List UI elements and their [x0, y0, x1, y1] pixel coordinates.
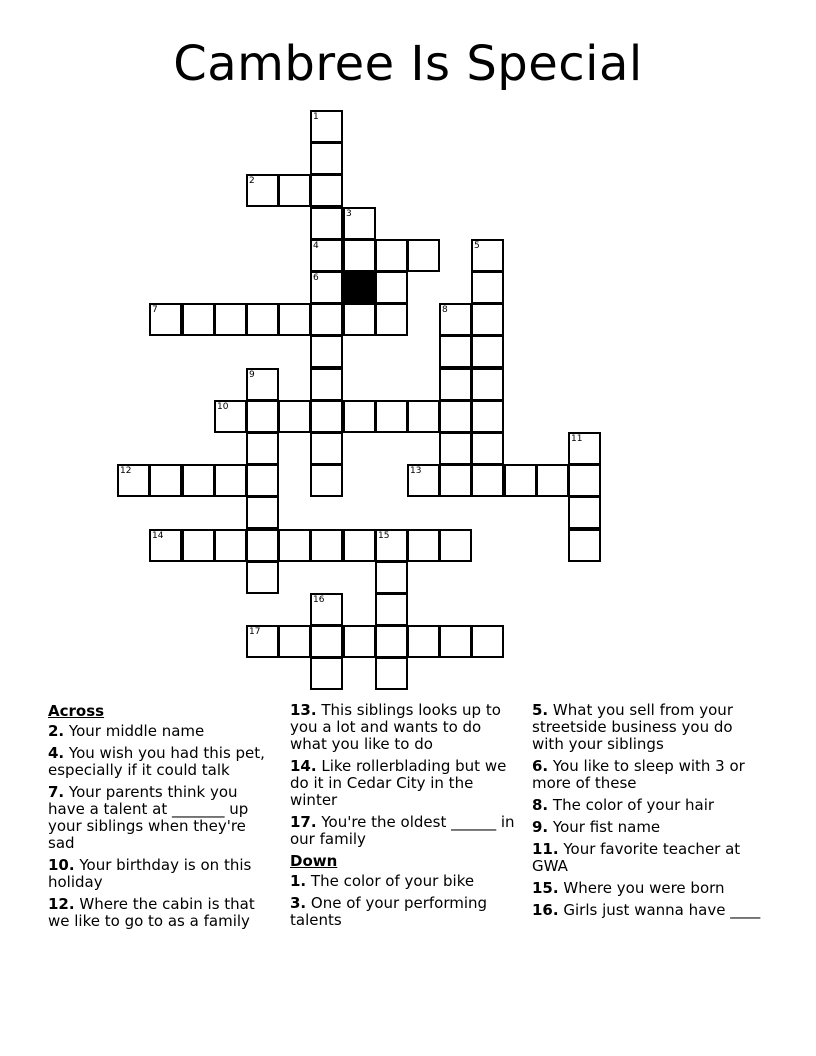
clue-text: Where you were born [563, 879, 725, 897]
clue-down-6 [532, 758, 767, 792]
cell-number: 7 [152, 305, 158, 315]
grid-cell[interactable] [310, 142, 343, 175]
grid-cell[interactable] [407, 239, 440, 272]
grid-cell[interactable] [343, 207, 376, 240]
clue-text: The color of your bike [310, 872, 475, 890]
grid-cell[interactable] [182, 303, 215, 336]
clue-down-15 [532, 880, 767, 897]
grid-cell[interactable] [439, 529, 472, 562]
cell-number: 3 [346, 209, 352, 219]
clue-number: 5. [532, 701, 549, 719]
clues-column-1 [48, 702, 276, 935]
clue-text: You like to sleep with 3 or more of these [532, 757, 745, 792]
clue-text: Your middle name [68, 722, 205, 740]
down-heading: Down [290, 852, 338, 870]
clue-number: 6. [532, 757, 549, 775]
clue-number: 3. [290, 894, 307, 912]
grid-cell[interactable] [375, 271, 408, 304]
clue-across-10 [48, 857, 276, 891]
clue-text: Like rollerblading but we do it in Cedar City in the winter [290, 757, 507, 809]
grid-cell[interactable] [471, 303, 504, 336]
clue-text: Girls just wanna have ____ [563, 901, 761, 919]
clue-across-17 [290, 814, 522, 848]
cell-number: 2 [249, 176, 255, 186]
clue-number: 14. [290, 757, 317, 775]
clues-column-3 [532, 702, 767, 924]
grid-cell[interactable] [214, 529, 247, 562]
grid-cell[interactable] [407, 529, 440, 562]
clue-number: 12. [48, 895, 75, 913]
grid-cell[interactable] [407, 400, 440, 433]
clue-text: Your fist name [552, 818, 661, 836]
clue-number: 10. [48, 856, 75, 874]
clue-down-5 [532, 702, 767, 753]
cell-number: 15 [378, 531, 390, 541]
clue-text: Where the cabin is that we like to go to as a family [48, 895, 255, 930]
grid-cell[interactable] [214, 400, 247, 433]
cell-number: 17 [249, 627, 261, 637]
grid-cell[interactable] [310, 464, 343, 497]
grid-cell[interactable] [375, 529, 408, 562]
grid-cell[interactable] [246, 529, 279, 562]
grid-cell[interactable] [182, 464, 215, 497]
grid-cell[interactable] [278, 303, 311, 336]
grid-cell[interactable] [117, 464, 150, 497]
cell-number: 5 [474, 241, 480, 251]
grid-cell[interactable] [471, 400, 504, 433]
cell-number: 11 [571, 434, 583, 444]
grid-cell[interactable] [439, 368, 472, 401]
clue-text: Your favorite teacher at GWA [532, 840, 741, 875]
grid-cell[interactable] [471, 335, 504, 368]
grid-cell[interactable] [471, 368, 504, 401]
grid-cell[interactable] [568, 464, 601, 497]
grid-cell[interactable] [375, 657, 408, 690]
grid-cell[interactable] [246, 561, 279, 594]
grid-cell[interactable] [407, 464, 440, 497]
grid-cell[interactable] [568, 496, 601, 529]
grid-cell[interactable] [310, 593, 343, 626]
clue-text: One of your performing talents [290, 894, 488, 929]
cell-number: 12 [120, 466, 132, 476]
grid-cell[interactable] [310, 207, 343, 240]
grid-cell[interactable] [504, 464, 537, 497]
clue-across-2 [48, 723, 276, 740]
grid-cell[interactable] [568, 432, 601, 465]
grid-cell[interactable] [439, 335, 472, 368]
clue-across-14 [290, 758, 522, 809]
grid-cell[interactable] [310, 368, 343, 401]
cell-number: 8 [442, 305, 448, 315]
black-square [343, 271, 376, 304]
clue-number: 11. [532, 840, 559, 858]
grid-cell[interactable] [310, 110, 343, 143]
grid-cell[interactable] [343, 529, 376, 562]
grid-cell[interactable] [407, 625, 440, 658]
clue-number: 17. [290, 813, 317, 831]
grid-cell[interactable] [375, 400, 408, 433]
grid-cell[interactable] [375, 625, 408, 658]
clue-text: You're the oldest ______ in our family [290, 813, 515, 848]
grid-cell[interactable] [471, 432, 504, 465]
clue-down-11 [532, 841, 767, 875]
grid-cell[interactable] [310, 271, 343, 304]
page-title: Cambree Is Special [173, 36, 643, 92]
grid-cell[interactable] [439, 432, 472, 465]
clue-number: 15. [532, 879, 559, 897]
grid-cell[interactable] [439, 400, 472, 433]
clue-number: 1. [290, 872, 307, 890]
grid-cell[interactable] [149, 464, 182, 497]
clues-column-2 [290, 702, 522, 934]
grid-cell[interactable] [343, 400, 376, 433]
clue-text: Your birthday is on this holiday [48, 856, 252, 891]
grid-cell[interactable] [278, 400, 311, 433]
grid-cell[interactable] [375, 593, 408, 626]
clue-number: 7. [48, 783, 65, 801]
grid-cell[interactable] [149, 529, 182, 562]
grid-cell[interactable] [439, 625, 472, 658]
clue-across-7 [48, 784, 276, 852]
grid-cell[interactable] [375, 561, 408, 594]
clue-number: 2. [48, 722, 65, 740]
grid-cell[interactable] [375, 239, 408, 272]
clue-number: 8. [532, 796, 549, 814]
clue-number: 4. [48, 744, 65, 762]
grid-cell[interactable] [536, 464, 569, 497]
clue-text: This siblings looks up to you a lot and wants to do what you like to do [290, 701, 501, 753]
clue-text: The color of your hair [552, 796, 715, 814]
cell-number: 13 [410, 466, 422, 476]
grid-cell[interactable] [310, 239, 343, 272]
grid-cell[interactable] [471, 625, 504, 658]
grid-cell[interactable] [343, 303, 376, 336]
grid-cell[interactable] [246, 303, 279, 336]
grid-cell[interactable] [246, 368, 279, 401]
cell-number: 14 [152, 531, 164, 541]
grid-cell[interactable] [182, 529, 215, 562]
grid-cell[interactable] [149, 303, 182, 336]
grid-cell[interactable] [439, 464, 472, 497]
grid-cell[interactable] [310, 657, 343, 690]
grid-cell[interactable] [246, 625, 279, 658]
grid-cell[interactable] [278, 529, 311, 562]
grid-cell[interactable] [310, 303, 343, 336]
clue-down-1 [290, 873, 522, 890]
clue-across-4 [48, 745, 276, 779]
grid-cell[interactable] [343, 625, 376, 658]
grid-cell[interactable] [310, 529, 343, 562]
grid-cell[interactable] [471, 239, 504, 272]
grid-cell[interactable] [568, 529, 601, 562]
grid-cell[interactable] [310, 335, 343, 368]
grid-cell[interactable] [310, 400, 343, 433]
clue-text: You wish you had this pet, especially if it could talk [48, 744, 265, 779]
grid-cell[interactable] [471, 271, 504, 304]
grid-cell[interactable] [246, 174, 279, 207]
across-heading: Across [48, 702, 105, 720]
clue-text: What you sell from your streetside business you do with your siblings [532, 701, 733, 753]
clue-down-8 [532, 797, 767, 814]
grid-cell[interactable] [246, 496, 279, 529]
clue-across-12 [48, 896, 276, 930]
clue-number: 13. [290, 701, 317, 719]
clue-down-16 [532, 902, 767, 919]
cell-number: 9 [249, 370, 255, 380]
grid-cell[interactable] [214, 464, 247, 497]
cell-number: 1 [313, 112, 319, 122]
cell-number: 4 [313, 241, 319, 251]
cell-number: 6 [313, 273, 319, 283]
grid-cell[interactable] [278, 174, 311, 207]
grid-cell[interactable] [246, 432, 279, 465]
clue-number: 9. [532, 818, 549, 836]
grid-cell[interactable] [246, 464, 279, 497]
grid-cell[interactable] [278, 625, 311, 658]
clue-text: Your parents think you have a talent at _______ up your siblings when they're sad [48, 783, 249, 852]
grid-cell[interactable] [375, 303, 408, 336]
clue-down-3 [290, 895, 522, 929]
clue-number: 16. [532, 901, 559, 919]
cell-number: 16 [313, 595, 325, 605]
grid-cell[interactable] [471, 464, 504, 497]
grid-cell[interactable] [310, 625, 343, 658]
grid-cell[interactable] [439, 303, 472, 336]
grid-cell[interactable] [246, 400, 279, 433]
grid-cell[interactable] [310, 432, 343, 465]
cell-number: 10 [217, 402, 229, 412]
clue-across-13 [290, 702, 522, 753]
clue-down-9 [532, 819, 767, 836]
grid-cell[interactable] [343, 239, 376, 272]
grid-cell[interactable] [214, 303, 247, 336]
grid-cell[interactable] [310, 174, 343, 207]
